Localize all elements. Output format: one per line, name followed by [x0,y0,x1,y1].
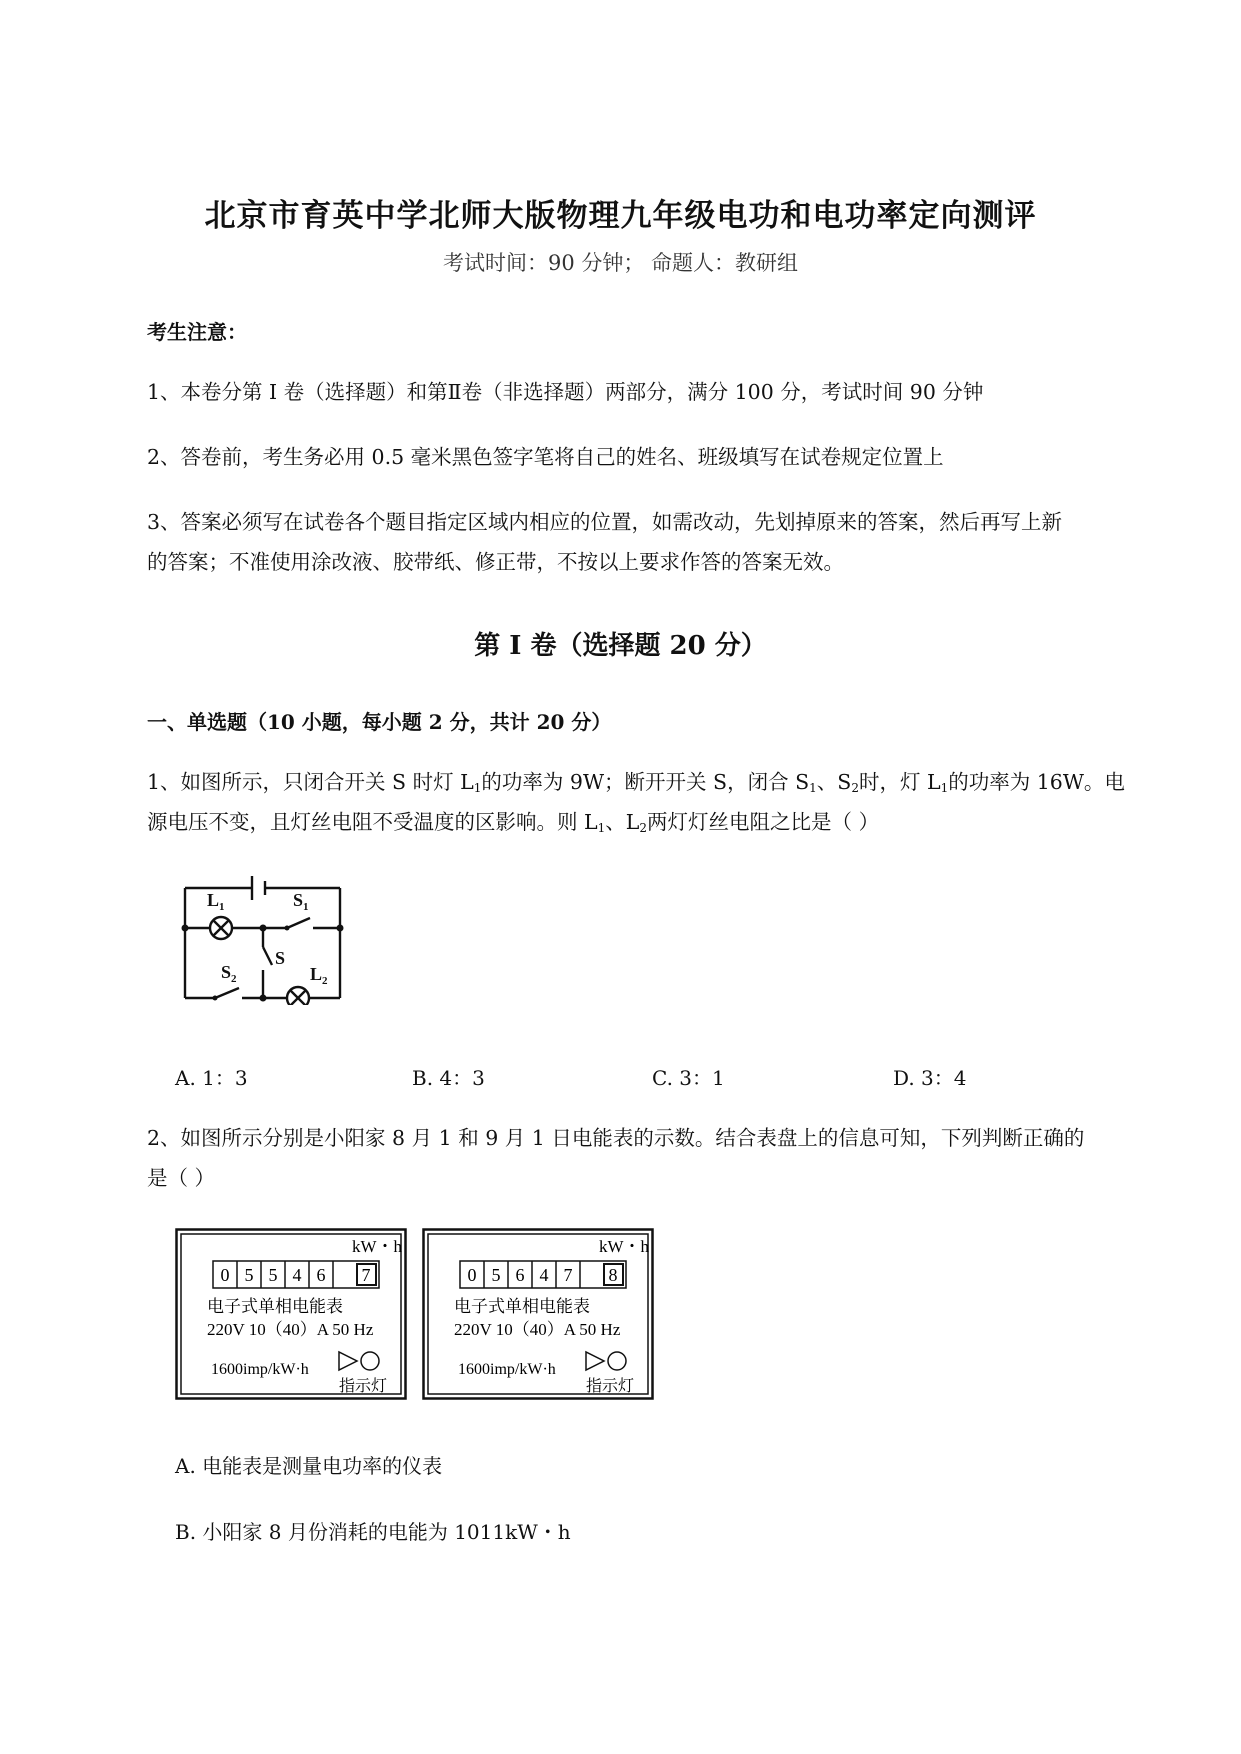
svg-text:S1: $S_1$ [293,890,309,913]
q1-option-c[interactable]: C. 3：1 [652,1066,725,1090]
svg-text:6: 6 [515,1265,525,1285]
svg-text:1600imp/kW·h: 1600imp/kW·h [458,1361,556,1378]
energy-meter-sep-1 [422,1228,654,1400]
energy-meter-aug-1 [175,1228,407,1400]
q2-option-a[interactable]: A. 电能表是测量电功率的仪表 [175,1454,443,1478]
svg-text:L1: $L_1$ [207,890,225,913]
question-1-line-2: 源电压不变，且灯丝电阻不受温度的区影响。则 $L_1$、$L_2$两灯灯丝电阻之比是（ ） [147,810,880,835]
notice-item-2: 2、答卷前，考生务必用 0.5 毫米黑色签字笔将自己的姓名、班级填写在试卷规定位置上 [147,445,944,469]
notice-item-3: 3、答案必须写在试卷各个题目指定区域内相应的位置，如需改动，先划掉原来的答案，然后再写上新 [147,510,1063,534]
notice-item-3-cont: 的答案；不准使用涂改液、胶带纸、修正带，不按以上要求作答的答案无效。 [147,550,844,574]
svg-text:0: 0 [467,1265,477,1285]
svg-text:8: 8 [608,1265,618,1285]
svg-text:0: 0 [220,1265,230,1285]
svg-text:kW・h: kW・h [351,1237,403,1256]
svg-text:S: S [275,948,286,968]
svg-text:S2: $S_2$ [221,962,237,985]
question-type-title: 一、单选题（10 小题，每小题 2 分，共计 20 分） [147,710,612,734]
question-1-line-1: 1、如图所示，只闭合开关 S 时灯 $L_1$的功率为 9W；断开开关 S，闭合 $S_1$、$S_2$时，灯 $L_1$的功率为 16W。电 [147,770,1125,795]
svg-text:4: 4 [539,1265,549,1285]
svg-text:5: 5 [491,1265,501,1285]
svg-text:220V 10（40）A 50 Hz: 220V 10（40）A 50 Hz [454,1320,621,1339]
svg-text:7: 7 [563,1265,573,1285]
notice-item-1: 1、本卷分第 I 卷（选择题）和第Ⅱ卷（非选择题）两部分，满分 100 分，考试时间 90 分钟 [147,380,984,404]
circuit-diagram [175,870,350,1005]
page-title: 北京市育英中学北师大版物理九年级电功和电功率定向测评 [204,198,1037,234]
question-2-line-2: 是（ ） [147,1166,216,1190]
svg-text:5: 5 [268,1265,278,1285]
question-2-line-1: 2、如图所示分别是小阳家 8 月 1 和 9 月 1 日电能表的示数。结合表盘上的信息可知，下列判断正确的 [147,1126,1085,1150]
svg-text:5: 5 [244,1265,254,1285]
q1-option-d[interactable]: D. 3：4 [893,1066,967,1090]
q1-option-b[interactable]: B. 4：3 [412,1066,485,1090]
svg-text:电子式单相电能表: 电子式单相电能表 [454,1297,590,1317]
section-title: 第 I 卷（选择题 20 分） [474,631,767,661]
svg-text:6: 6 [316,1265,326,1285]
exam-info: 考试时间：90 分钟； 命题人：教研组 [442,251,799,275]
svg-text:220V 10（40）A 50 Hz: 220V 10（40）A 50 Hz [207,1320,374,1339]
svg-text:指示灯: 指示灯 [339,1376,388,1395]
notice-heading: 考生注意： [147,320,247,344]
svg-text:电子式单相电能表: 电子式单相电能表 [207,1297,343,1317]
q2-option-b[interactable]: B. 小阳家 8 月份消耗的电能为 1011kW・h [175,1520,571,1544]
svg-text:指示灯: 指示灯 [586,1376,635,1395]
svg-text:kW・h: kW・h [598,1237,650,1256]
q1-option-a[interactable]: A. 1：3 [175,1066,248,1090]
svg-text:1600imp/kW·h: 1600imp/kW·h [211,1361,309,1378]
svg-text:7: 7 [361,1265,371,1285]
svg-text:L2: $L_2$ [310,964,328,987]
svg-text:4: 4 [292,1265,302,1285]
